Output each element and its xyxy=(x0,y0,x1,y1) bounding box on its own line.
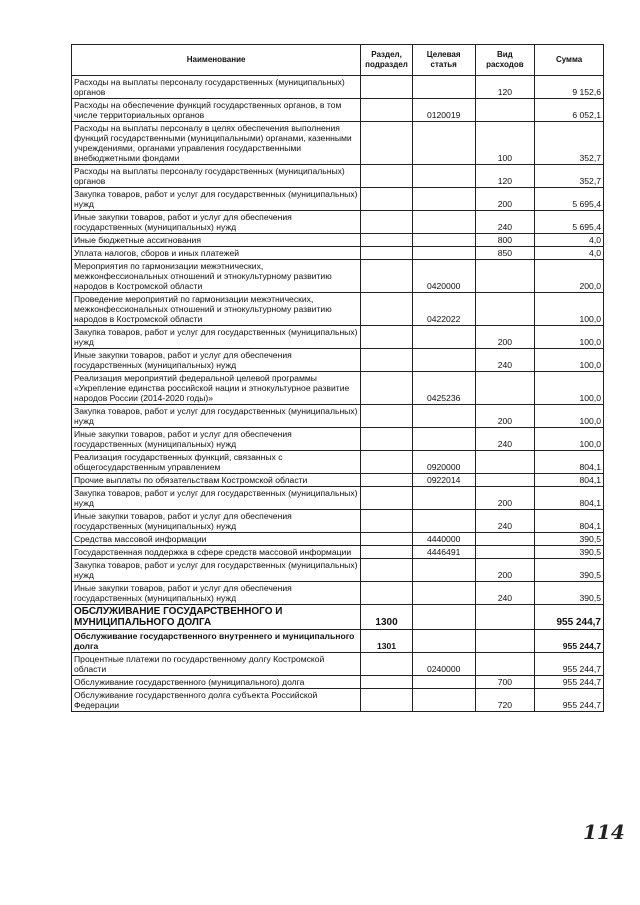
row-sum: 5 695,4 xyxy=(535,211,604,234)
row-name: Иные закупки товаров, работ и услуг для обеспечения государственных (муниципальных) нужд xyxy=(72,349,361,372)
row-sum: 100,0 xyxy=(535,349,604,372)
row-section xyxy=(361,689,413,712)
row-section xyxy=(361,474,413,487)
budget-table xyxy=(71,44,604,712)
row-target: 0420000 xyxy=(412,260,475,293)
row-section xyxy=(361,165,413,188)
row-name: Закупка товаров, работ и услуг для государственных (муниципальных) нужд xyxy=(72,487,361,510)
row-sum: 200,0 xyxy=(535,260,604,293)
row-section xyxy=(361,293,413,326)
row-sum: 5 695,4 xyxy=(535,188,604,211)
row-name: Закупка товаров, работ и услуг для государственных (муниципальных) нужд xyxy=(72,188,361,211)
row-expense-type: 700 xyxy=(475,676,535,689)
row-target xyxy=(412,630,475,653)
table-row xyxy=(72,533,604,546)
table-row xyxy=(72,474,604,487)
table-row xyxy=(72,630,604,653)
row-sum: 100,0 xyxy=(535,405,604,428)
row-expense-type: 200 xyxy=(475,405,535,428)
row-name: Закупка товаров, работ и услуг для государственных (муниципальных) нужд xyxy=(72,559,361,582)
row-target xyxy=(412,487,475,510)
page-number: 114 xyxy=(583,820,625,844)
row-expense-type: 240 xyxy=(475,349,535,372)
table-row xyxy=(72,188,604,211)
row-section xyxy=(361,676,413,689)
table-row xyxy=(72,349,604,372)
row-name: Расходы на выплаты персоналу государственных (муниципальных) органов xyxy=(72,165,361,188)
row-expense-type: 200 xyxy=(475,326,535,349)
row-target: 0922014 xyxy=(412,474,475,487)
row-sum: 955 244,7 xyxy=(535,653,604,676)
row-sum: 390,5 xyxy=(535,533,604,546)
row-expense-type xyxy=(475,99,535,122)
row-name: Закупка товаров, работ и услуг для государственных (муниципальных) нужд xyxy=(72,405,361,428)
row-expense-type: 800 xyxy=(475,234,535,247)
header-name: Наименование xyxy=(72,45,361,76)
table-row xyxy=(72,559,604,582)
row-expense-type xyxy=(475,451,535,474)
header-target: Целевая статья xyxy=(412,45,475,76)
table-row xyxy=(72,653,604,676)
row-section xyxy=(361,487,413,510)
row-section xyxy=(361,559,413,582)
row-target xyxy=(412,211,475,234)
table-body xyxy=(72,76,604,712)
table-row xyxy=(72,605,604,630)
row-name: Уплата налогов, сборов и иных платежей xyxy=(72,247,361,260)
table-row xyxy=(72,689,604,712)
table-row xyxy=(72,247,604,260)
row-name: Прочие выплаты по обязательствам Костромской области xyxy=(72,474,361,487)
row-expense-type: 120 xyxy=(475,76,535,99)
row-target xyxy=(412,510,475,533)
table-row xyxy=(72,260,604,293)
table-row xyxy=(72,676,604,689)
table-row xyxy=(72,451,604,474)
row-name: Проведение мероприятий по гармонизации межэтнических, межконфессиональных отношений и этнокультурному развитию народов в Костромской области xyxy=(72,293,361,326)
row-sum: 804,1 xyxy=(535,510,604,533)
row-sum: 6 052,1 xyxy=(535,99,604,122)
table-row xyxy=(72,372,604,405)
row-target: 4446491 xyxy=(412,546,475,559)
row-sum: 100,0 xyxy=(535,326,604,349)
table-row xyxy=(72,428,604,451)
row-target xyxy=(412,188,475,211)
header-expense-type: Вид расходов xyxy=(475,45,535,76)
row-section xyxy=(361,428,413,451)
table-row xyxy=(72,582,604,605)
row-section xyxy=(361,582,413,605)
table-row xyxy=(72,326,604,349)
row-sum: 804,1 xyxy=(535,451,604,474)
row-expense-type: 200 xyxy=(475,559,535,582)
row-sum: 390,5 xyxy=(535,546,604,559)
table-row xyxy=(72,487,604,510)
row-expense-type: 850 xyxy=(475,247,535,260)
row-section xyxy=(361,372,413,405)
table-row xyxy=(72,234,604,247)
row-expense-type: 720 xyxy=(475,689,535,712)
row-target xyxy=(412,349,475,372)
row-section xyxy=(361,451,413,474)
row-name: Обслуживание государственного (муниципального) долга xyxy=(72,676,361,689)
row-name: Иные бюджетные ассигнования xyxy=(72,234,361,247)
row-section xyxy=(361,99,413,122)
row-name: Расходы на выплаты персоналу в целях обеспечения выполнения функций государственными (муниципальными) органами, казенными учреждениями, органами управления государственными внебюджетными фондами xyxy=(72,122,361,165)
row-section: 1301 xyxy=(361,630,413,653)
row-section xyxy=(361,405,413,428)
row-target xyxy=(412,165,475,188)
row-sum: 390,5 xyxy=(535,559,604,582)
row-name: Иные закупки товаров, работ и услуг для обеспечения государственных (муниципальных) нужд xyxy=(72,510,361,533)
row-expense-type: 120 xyxy=(475,165,535,188)
row-name: Обслуживание государственного внутреннего и муниципального долга xyxy=(72,630,361,653)
row-name: Процентные платежи по государственному долгу Костромской области xyxy=(72,653,361,676)
row-expense-type xyxy=(475,372,535,405)
row-sum: 804,1 xyxy=(535,487,604,510)
row-expense-type: 240 xyxy=(475,582,535,605)
row-name: ОБСЛУЖИВАНИЕ ГОСУДАРСТВЕННОГО И МУНИЦИПАЛЬНОГО ДОЛГА xyxy=(72,605,361,630)
row-section xyxy=(361,653,413,676)
row-section xyxy=(361,234,413,247)
table-row xyxy=(72,122,604,165)
row-sum: 390,5 xyxy=(535,582,604,605)
row-name: Иные закупки товаров, работ и услуг для обеспечения государственных (муниципальных) нужд xyxy=(72,428,361,451)
row-expense-type xyxy=(475,605,535,630)
table-row xyxy=(72,211,604,234)
row-target: 4440000 xyxy=(412,533,475,546)
row-section xyxy=(361,260,413,293)
row-target xyxy=(412,676,475,689)
table-row xyxy=(72,405,604,428)
header-sum: Сумма xyxy=(535,45,604,76)
row-expense-type xyxy=(475,546,535,559)
table-row xyxy=(72,76,604,99)
row-expense-type xyxy=(475,630,535,653)
row-target xyxy=(412,234,475,247)
row-target xyxy=(412,247,475,260)
row-target xyxy=(412,582,475,605)
row-section: 1300 xyxy=(361,605,413,630)
row-expense-type: 100 xyxy=(475,122,535,165)
row-target: 0240000 xyxy=(412,653,475,676)
table-row xyxy=(72,165,604,188)
row-name: Государственная поддержка в сфере средств массовой информации xyxy=(72,546,361,559)
row-sum: 955 244,7 xyxy=(535,630,604,653)
row-target xyxy=(412,405,475,428)
table-row xyxy=(72,293,604,326)
row-name: Иные закупки товаров, работ и услуг для обеспечения государственных (муниципальных) нужд xyxy=(72,211,361,234)
row-expense-type: 240 xyxy=(475,510,535,533)
row-target: 0425236 xyxy=(412,372,475,405)
row-target: 0422022 xyxy=(412,293,475,326)
row-sum: 100,0 xyxy=(535,372,604,405)
row-expense-type xyxy=(475,474,535,487)
row-target: 0920000 xyxy=(412,451,475,474)
row-sum: 352,7 xyxy=(535,165,604,188)
table-row xyxy=(72,546,604,559)
row-name: Мероприятия по гармонизации межэтнических, межконфессиональных отношений и этнокультурному развитию народов в Костромской области xyxy=(72,260,361,293)
row-expense-type xyxy=(475,653,535,676)
row-sum: 955 244,7 xyxy=(535,605,604,630)
row-sum: 9 152,6 xyxy=(535,76,604,99)
row-name: Расходы на выплаты персоналу государственных (муниципальных) органов xyxy=(72,76,361,99)
row-target xyxy=(412,76,475,99)
row-expense-type xyxy=(475,533,535,546)
row-name: Иные закупки товаров, работ и услуг для обеспечения государственных (муниципальных) нужд xyxy=(72,582,361,605)
row-section xyxy=(361,122,413,165)
row-section xyxy=(361,510,413,533)
row-name: Обслуживание государственного долга субъекта Российской Федерации xyxy=(72,689,361,712)
row-target: 0120019 xyxy=(412,99,475,122)
row-section xyxy=(361,211,413,234)
table-row xyxy=(72,510,604,533)
row-name: Средства массовой информации xyxy=(72,533,361,546)
table-row xyxy=(72,99,604,122)
row-expense-type: 240 xyxy=(475,428,535,451)
row-name: Реализация государственных функций, связанных с общегосударственным управлением xyxy=(72,451,361,474)
row-name: Расходы на обеспечение функций государственных органов, в том числе территориальных органов xyxy=(72,99,361,122)
row-sum: 4,0 xyxy=(535,234,604,247)
row-expense-type: 200 xyxy=(475,487,535,510)
row-section xyxy=(361,349,413,372)
row-section xyxy=(361,546,413,559)
row-target xyxy=(412,326,475,349)
row-sum: 352,7 xyxy=(535,122,604,165)
row-target xyxy=(412,428,475,451)
row-sum: 955 244,7 xyxy=(535,676,604,689)
table-header-row xyxy=(72,45,604,76)
row-section xyxy=(361,76,413,99)
row-section xyxy=(361,533,413,546)
row-section xyxy=(361,326,413,349)
header-section: Раздел, подраздел xyxy=(361,45,413,76)
row-name: Реализация мероприятий федеральной целевой программы «Укрепление единства российской нации и этнокультурное развитие народов России (2014-2020 годы)» xyxy=(72,372,361,405)
row-target xyxy=(412,605,475,630)
row-sum: 955 244,7 xyxy=(535,689,604,712)
row-target xyxy=(412,559,475,582)
row-target xyxy=(412,689,475,712)
row-name: Закупка товаров, работ и услуг для государственных (муниципальных) нужд xyxy=(72,326,361,349)
row-expense-type: 240 xyxy=(475,211,535,234)
row-sum: 100,0 xyxy=(535,293,604,326)
row-section xyxy=(361,188,413,211)
row-sum: 100,0 xyxy=(535,428,604,451)
row-expense-type xyxy=(475,260,535,293)
row-section xyxy=(361,247,413,260)
row-expense-type: 200 xyxy=(475,188,535,211)
row-sum: 804,1 xyxy=(535,474,604,487)
row-sum: 4,0 xyxy=(535,247,604,260)
row-target xyxy=(412,122,475,165)
row-expense-type xyxy=(475,293,535,326)
